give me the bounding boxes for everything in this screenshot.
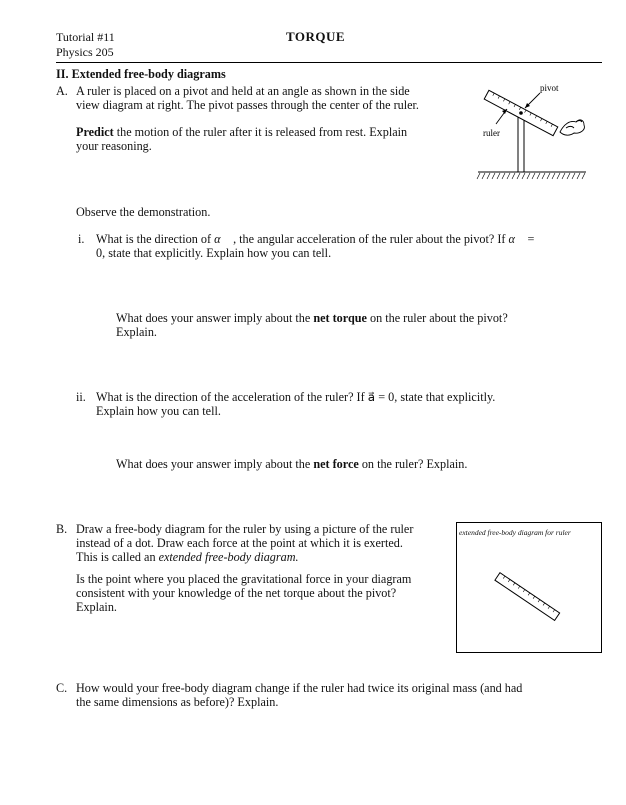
page-title: TORQUE xyxy=(286,29,346,44)
question-i-line2: 0, state that explicitly. Explain how you can tell. xyxy=(96,246,332,260)
pivot-point xyxy=(519,111,523,115)
part-b-question-line1: Is the point where you placed the gravitational force in your diagram xyxy=(76,572,412,586)
tutorial-number: Tutorial #11 xyxy=(56,30,115,44)
section-heading: II. Extended free-body diagrams xyxy=(56,67,226,81)
pivot-label: pivot xyxy=(540,83,559,93)
alpha-symbol-2: α⃗ xyxy=(508,232,525,246)
part-b-line3-text: This is called an xyxy=(76,550,159,564)
extended-fbd-box-label: extended free-body diagram for ruler xyxy=(459,528,571,537)
predict-bold: Predict xyxy=(76,125,114,139)
part-a-marker: A. xyxy=(56,84,68,98)
question-i-text-b: , the angular acceleration of the ruler about the pivot? If xyxy=(230,232,509,246)
question-i-text-a: What is the direction of xyxy=(96,232,215,246)
net-force-question xyxy=(116,457,467,471)
net-torque-bold: net torque xyxy=(313,311,367,325)
predict-line1 xyxy=(76,125,407,139)
net-torque-text-b: on the ruler about the pivot? xyxy=(366,311,508,325)
part-c-marker: C. xyxy=(56,681,68,695)
header-divider xyxy=(56,62,602,63)
ground-hatching xyxy=(477,172,586,179)
net-torque-question xyxy=(116,311,508,325)
net-torque-text-a: What does your answer imply about the xyxy=(116,311,314,325)
pivot-post xyxy=(518,114,524,172)
hand-drawing xyxy=(560,120,584,135)
predict-rest: the motion of the ruler after it is released from rest. Explain xyxy=(113,125,408,139)
part-a-intro-line2: view diagram at right. The pivot passes through the center of the ruler. xyxy=(76,98,419,112)
net-force-bold: net force xyxy=(313,457,359,471)
part-a-intro-line1: A ruler is placed on a pivot and held at an angle as shown in the side xyxy=(76,84,410,98)
ruler-drawing-fbd xyxy=(487,567,567,627)
part-c-line2: the same dimensions as before)? Explain. xyxy=(76,695,279,709)
net-torque-explain: Explain. xyxy=(116,325,157,339)
part-b-marker: B. xyxy=(56,522,68,536)
part-b-question-line2: consistent with your knowledge of the net torque about the pivot? xyxy=(76,586,397,600)
net-force-text-a: What does your answer imply about the xyxy=(116,457,314,471)
part-b-line1: Draw a free-body diagram for the ruler by using a picture of the ruler xyxy=(76,522,414,536)
question-i-text-c: = xyxy=(524,232,535,246)
part-b-question-line3: Explain. xyxy=(76,600,117,614)
question-i-marker: i. xyxy=(78,232,85,246)
ruler-label: ruler xyxy=(483,128,500,138)
question-ii-marker: ii. xyxy=(76,390,86,404)
question-ii-line2: Explain how you can tell. xyxy=(96,404,221,418)
course-name: Physics 205 xyxy=(56,45,114,59)
question-i-line1 xyxy=(96,232,534,246)
predict-line2: your reasoning. xyxy=(76,139,152,153)
net-force-text-b: on the ruler? Explain. xyxy=(358,457,468,471)
part-c-line1: How would your free-body diagram change if the ruler had twice its original mass (and had xyxy=(76,681,523,695)
observe-text: Observe the demonstration. xyxy=(76,205,211,219)
part-b-line2: instead of a dot. Draw each force at the point at which it is exerted. xyxy=(76,536,403,550)
part-b-line3-italic: extended free-body diagram. xyxy=(158,550,299,564)
part-b-line3 xyxy=(76,550,299,564)
extended-fbd-box[interactable] xyxy=(456,522,602,653)
side-view-diagram xyxy=(474,80,592,188)
question-ii-line1: What is the direction of the acceleration of the ruler? If a⃗ = 0, state that explicitly. xyxy=(96,390,496,404)
alpha-symbol: α⃗ xyxy=(214,232,231,246)
